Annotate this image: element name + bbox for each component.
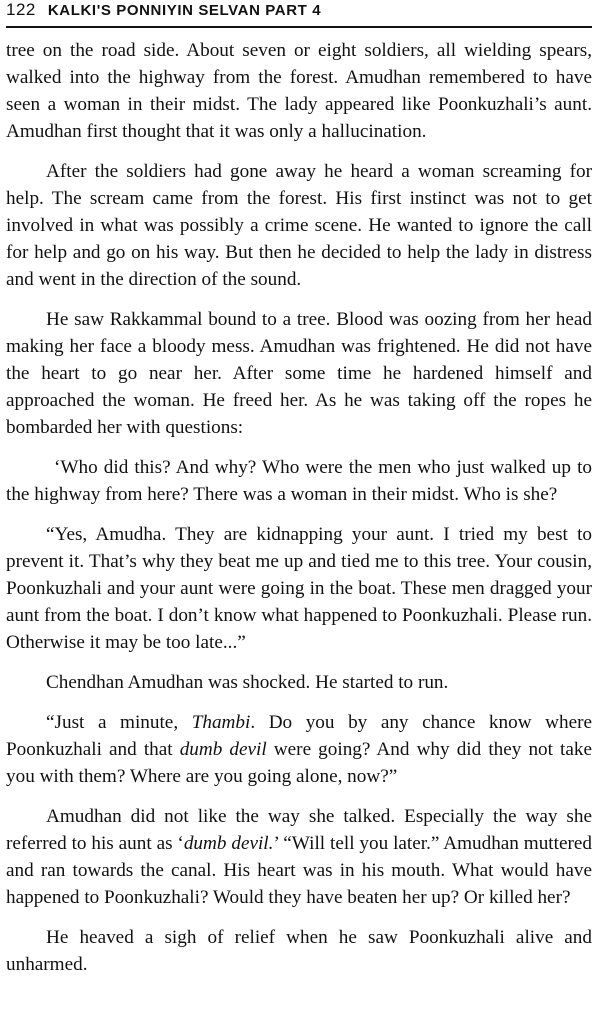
- body-text: [6, 37, 592, 978]
- paragraph-text: ’ “Will tell you later.” Amudhan muttered and ran towards the canal. His heart was in his mouth. What would have happened to Poonkuzhali? Would they have beaten her up? Or killed her?: [6, 833, 592, 908]
- paragraph: ‘Who did this? And why? Who were the men who just walked up to the highway from here? There was a woman in their midst. Who is she?: [6, 457, 592, 505]
- paragraph-text: . Do you by any chance know where Poonkuzhali and that: [6, 712, 592, 760]
- paragraph-text: “Just a minute,: [46, 712, 192, 733]
- italic-phrase: dumb devil: [179, 739, 267, 760]
- running-title: KALKI'S PONNIYIN SELVAN PART 4: [47, 2, 322, 19]
- paragraph-text: were going? And why did they not take you with them? Where are you going alone, now?”: [6, 739, 593, 787]
- paragraph: He saw Rakkammal bound to a tree. Blood was oozing from her head making her face a bloody mess. Amudhan was frightened. He did not have the heart to go near her. After some time he hardened himself and approached the woman. He freed her. As he was taking off the ropes he bombarded her with questions:: [6, 309, 592, 438]
- page-number: 122: [6, 0, 36, 19]
- paragraph: [6, 709, 592, 790]
- paragraph: After the soldiers had gone away he heard a woman screaming for help. The scream came from the forest. His first instinct was not to get involved in what was possibly a crime scene. He wanted to ignore the call for help and go on his way. But then he decided to help the lady in distress and went in the direction of the sound.: [6, 161, 592, 290]
- paragraph-text: Amudhan did not like the way she talked. Especially the way she referred to his aunt as ‘: [6, 806, 592, 854]
- paragraph: tree on the road side. About seven or eight soldiers, all wielding spears, walked into the highway from the forest. Amudhan remembered to have seen a woman in their midst. The lady appeared like Poonkuzhali’s aunt. Amudhan first thought that it was only a hallucination.: [6, 40, 592, 142]
- italic-word: Thambi: [191, 712, 251, 733]
- paragraph: [6, 803, 592, 911]
- paragraph: He heaved a sigh of relief when he saw Poonkuzhali alive and unharmed.: [6, 927, 592, 975]
- paragraph: Chendhan Amudhan was shocked. He started to run.: [46, 672, 449, 693]
- italic-phrase: dumb devil.: [183, 833, 274, 854]
- page-header: [6, 0, 592, 28]
- paragraph: “Yes, Amudha. They are kidnapping your aunt. I tried my best to prevent it. That’s why they beat me up and tied me to this tree. Your cousin, Poonkuzhali and your aunt were going in the boat. These men dragged your aunt from the boat. I don’t know what happened to Poonkuzhali. Please run. Otherwise it may be too late...”: [6, 524, 592, 653]
